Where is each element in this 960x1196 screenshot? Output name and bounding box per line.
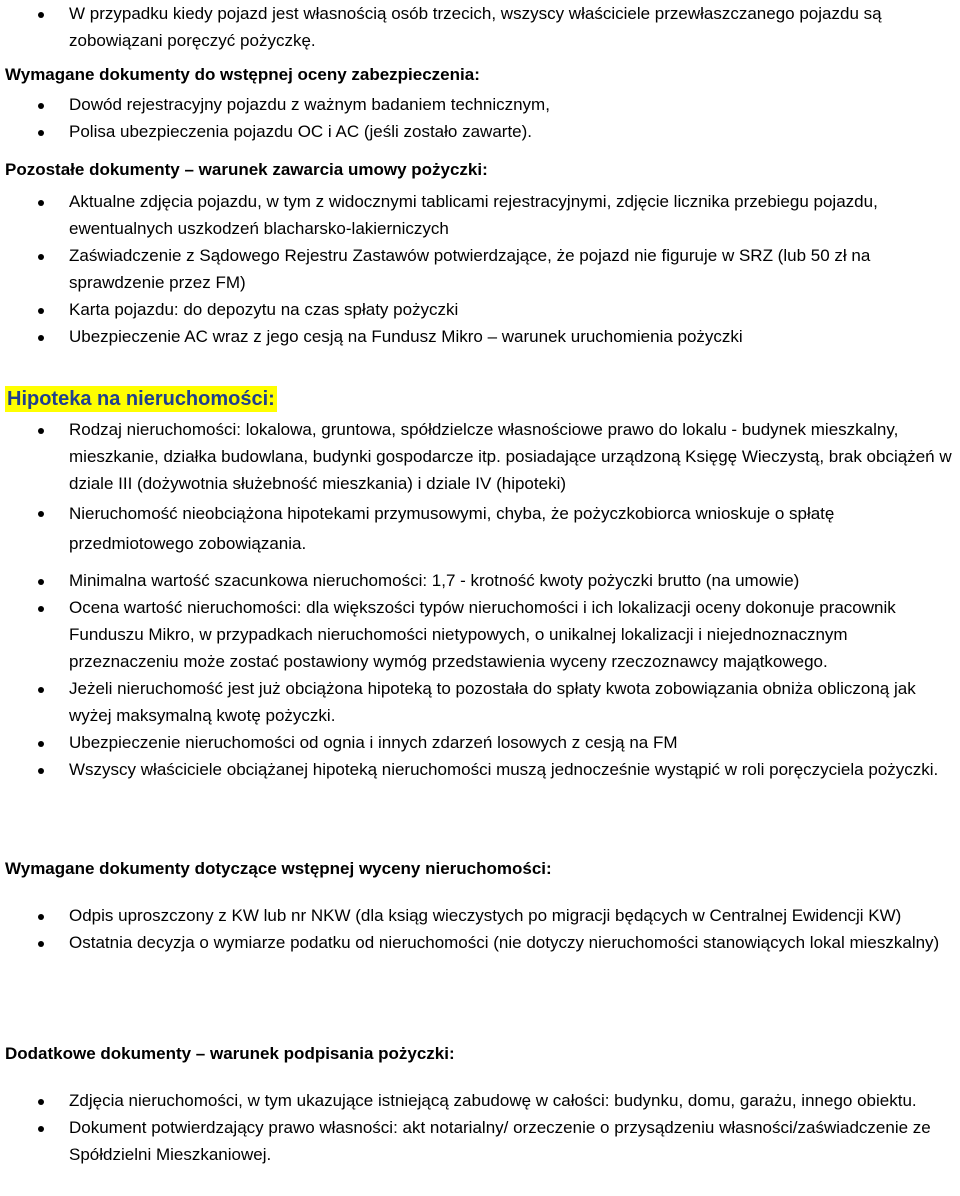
list-item bbox=[0, 594, 955, 675]
list-item-text: Zaświadczenie z Sądowego Rejestru Zastawów potwierdzające, że pojazd nie figuruje w SRZ (lub 50 zł na sprawdzenie przez FM) bbox=[69, 246, 871, 292]
list-item bbox=[0, 567, 955, 594]
other-documents-list bbox=[0, 188, 955, 350]
valuation-documents-list bbox=[0, 902, 955, 956]
list-item bbox=[0, 729, 955, 756]
bullet-icon bbox=[38, 12, 44, 18]
list-item-text: Jeżeli nieruchomość jest już obciążona hipoteką to pozostała do spłaty kwota zobowiązania obniża obliczoną jak wyżej maksymalną kwotę pożyczki. bbox=[69, 679, 916, 725]
bullet-icon bbox=[38, 941, 44, 947]
list-item-text: Ubezpieczenie nieruchomości od ognia i innych zdarzeń losowych z cesją na FM bbox=[69, 733, 678, 752]
preliminary-documents-list bbox=[0, 91, 955, 145]
bullet-icon bbox=[38, 200, 44, 206]
list-item bbox=[0, 1087, 955, 1114]
top-bullet-list bbox=[0, 0, 955, 54]
list-item bbox=[0, 756, 955, 783]
list-item bbox=[0, 188, 955, 242]
list-item-text: Ocena wartość nieruchomości: dla większości typów nieruchomości i ich lokalizacji oceny dokonuje pracownik Funduszu Mikro, w przypadkach nieruchomości nietypowych, o unikalnej lokalizacji i niejednoznacznym przeznaczeniu może zostać postawiony wymóg przedstawienia wyceny rzeczoznawcy majątkowego. bbox=[69, 598, 896, 671]
bullet-icon bbox=[38, 606, 44, 612]
list-item-text: W przypadku kiedy pojazd jest własnością osób trzecich, wszyscy właściciele przewłaszczanego pojazdu są zobowiązani poręczyć pożyczkę. bbox=[69, 4, 882, 50]
list-item bbox=[0, 0, 955, 54]
list-item bbox=[0, 242, 955, 296]
list-item bbox=[0, 323, 955, 350]
heading-additional-documents: Dodatkowe dokumenty – warunek podpisania pożyczki: bbox=[5, 1044, 455, 1063]
bullet-icon bbox=[38, 254, 44, 260]
list-item bbox=[0, 416, 955, 497]
bullet-icon bbox=[38, 130, 44, 136]
list-item-text: Rodzaj nieruchomości: lokalowa, gruntowa, spółdzielcze własnościowe prawo do lokalu - budynek mieszkalny, mieszkanie, działka budowlana, budynki gospodarcze itp. posiadające urządzoną Księgę Wieczystą, brak obciążeń w dziale III (dożywotnia służebność mieszkania) i dziale IV (hipoteki) bbox=[69, 420, 952, 493]
other-documents-section bbox=[0, 188, 955, 350]
bullet-icon bbox=[38, 1099, 44, 1105]
list-item bbox=[0, 118, 955, 145]
list-item bbox=[0, 929, 955, 956]
heading-valuation-documents: Wymagane dokumenty dotyczące wstępnej wyceny nieruchomości: bbox=[5, 859, 552, 878]
list-item bbox=[0, 1114, 955, 1168]
vehicle-owners-section bbox=[0, 0, 955, 54]
bullet-icon bbox=[38, 308, 44, 314]
list-item bbox=[0, 499, 955, 559]
heading-preliminary-documents: Wymagane dokumenty do wstępnej oceny zabezpieczenia: bbox=[5, 65, 480, 84]
list-item-text: Ostatnia decyzja o wymiarze podatku od nieruchomości (nie dotyczy nieruchomości stanowiących lokal mieszkalny) bbox=[69, 933, 940, 952]
list-item bbox=[0, 91, 955, 118]
list-item bbox=[0, 296, 955, 323]
additional-documents-list bbox=[0, 1087, 955, 1168]
bullet-icon bbox=[38, 579, 44, 585]
list-item-text: Polisa ubezpieczenia pojazdu OC i AC (jeśli zostało zawarte). bbox=[69, 122, 533, 141]
additional-documents-section bbox=[0, 1087, 955, 1168]
bullet-icon bbox=[38, 768, 44, 774]
valuation-documents-section bbox=[0, 902, 955, 956]
main-heading-mortgage: Hipoteka na nieruchomości: bbox=[7, 388, 275, 410]
bullet-icon bbox=[38, 687, 44, 693]
list-item-text: Dowód rejestracyjny pojazdu z ważnym badaniem technicznym, bbox=[69, 95, 550, 114]
bullet-icon bbox=[38, 103, 44, 109]
bullet-icon bbox=[38, 428, 44, 434]
list-item-text: Zdjęcia nieruchomości, w tym ukazujące istniejącą zabudowę w całości: budynku, domu, garażu, innego obiektu. bbox=[69, 1091, 917, 1110]
list-item-text: Minimalna wartość szacunkowa nieruchomości: 1,7 - krotność kwoty pożyczki brutto (na umowie) bbox=[69, 571, 800, 590]
list-item bbox=[0, 675, 955, 729]
mortgage-list bbox=[0, 416, 955, 783]
preliminary-documents-section bbox=[0, 91, 955, 145]
bullet-icon bbox=[38, 914, 44, 920]
bullet-icon bbox=[38, 511, 44, 517]
list-item bbox=[0, 902, 955, 929]
list-item-text: Nieruchomość nieobciążona hipotekami przymusowymi, chyba, że pożyczkobiorca wnioskuje o spłatę przedmiotowego zobowiązania. bbox=[69, 504, 835, 553]
bullet-icon bbox=[38, 1126, 44, 1132]
mortgage-section bbox=[0, 416, 955, 783]
list-item-text: Odpis uproszczony z KW lub nr NKW (dla ksiąg wieczystych po migracji będących w Centralnej Ewidencji KW) bbox=[69, 906, 902, 925]
list-item-text: Dokument potwierdzający prawo własności: akt notarialny/ orzeczenie o przysądzeniu własności/zaświadczenie ze Spółdzielni Mieszkaniowej. bbox=[69, 1118, 931, 1164]
list-item-text: Wszyscy właściciele obciążanej hipoteką nieruchomości muszą jednocześnie wystąpić w roli poręczyciela pożyczki. bbox=[69, 760, 939, 779]
bullet-icon bbox=[38, 335, 44, 341]
list-item-text: Karta pojazdu: do depozytu na czas spłaty pożyczki bbox=[69, 300, 459, 319]
list-item-text: Ubezpieczenie AC wraz z jego cesją na Fundusz Mikro – warunek uruchomienia pożyczki bbox=[69, 327, 743, 346]
list-item-text: Aktualne zdjęcia pojazdu, w tym z widocznymi tablicami rejestracyjnymi, zdjęcie licznika przebiegu pojazdu, ewentualnych uszkodzeń blacharsko-lakierniczych bbox=[69, 192, 878, 238]
bullet-icon bbox=[38, 741, 44, 747]
heading-other-documents: Pozostałe dokumenty – warunek zawarcia umowy pożyczki: bbox=[5, 160, 488, 179]
